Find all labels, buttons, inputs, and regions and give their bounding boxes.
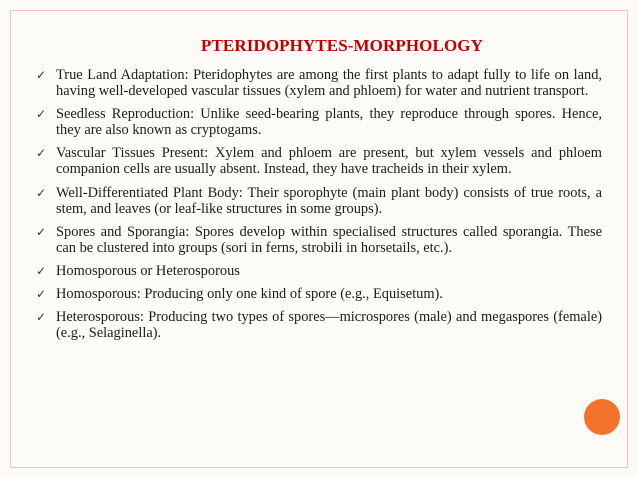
- bullet-item: [36, 263, 602, 279]
- slide-title: PTERIDOPHYTES-MORPHOLOGY: [201, 36, 483, 55]
- checkmark-icon: ✓: [36, 107, 47, 122]
- bullet-item: [36, 286, 602, 302]
- bullet-text: Seedless Reproduction: Unlike seed-bearing plants, they reproduce through spores. Hence, they are also known as cryptogams.: [56, 106, 602, 139]
- bullet-list: [36, 67, 602, 348]
- bullet-item: [36, 145, 602, 177]
- bullet-item: [36, 224, 602, 256]
- bullet-text: Well-Differentiated Plant Body: Their sporophyte (main plant body) consists of true roots, a stem, and leaves (or leaf-like structures in some groups).: [56, 184, 602, 217]
- bullet-text: Homosporous or Heterosporous: [56, 262, 240, 279]
- checkmark-icon: ✓: [36, 263, 47, 278]
- bullet-text: True Land Adaptation: Pteridophytes are among the first plants to adapt fully to life on land, having well-developed vascular tissues (xylem and phloem) for water and nutrient transport.: [56, 67, 602, 100]
- bullet-item: [36, 106, 602, 138]
- bullet-text: Homosporous: Producing only one kind of spore (e.g., Equisetum).: [56, 286, 443, 303]
- checkmark-icon: ✓: [36, 68, 47, 82]
- checkmark-icon: ✓: [36, 224, 47, 239]
- bullet-text: Spores and Sporangia: Spores develop within specialised structures called sporangia. These can be clustered into groups (sori in ferns, strobili in horsetails, etc.).: [56, 223, 602, 256]
- bullet-item: [36, 309, 602, 341]
- checkmark-icon: ✓: [36, 146, 47, 161]
- checkmark-icon: ✓: [36, 185, 47, 200]
- checkmark-icon: ✓: [36, 287, 47, 302]
- decorative-circle: [584, 399, 620, 435]
- bullet-item: [36, 67, 602, 99]
- bullet-item: [36, 185, 602, 217]
- checkmark-icon: ✓: [36, 310, 47, 325]
- bullet-text: Heterosporous: Producing two types of spores—microspores (male) and megaspores (female) (e.g., Selaginella).: [56, 309, 602, 342]
- bullet-text: Vascular Tissues Present: Xylem and phloem are present, but xylem vessels and phloem companion cells are usually absent. Instead, they have tracheids in their xylem.: [56, 145, 602, 178]
